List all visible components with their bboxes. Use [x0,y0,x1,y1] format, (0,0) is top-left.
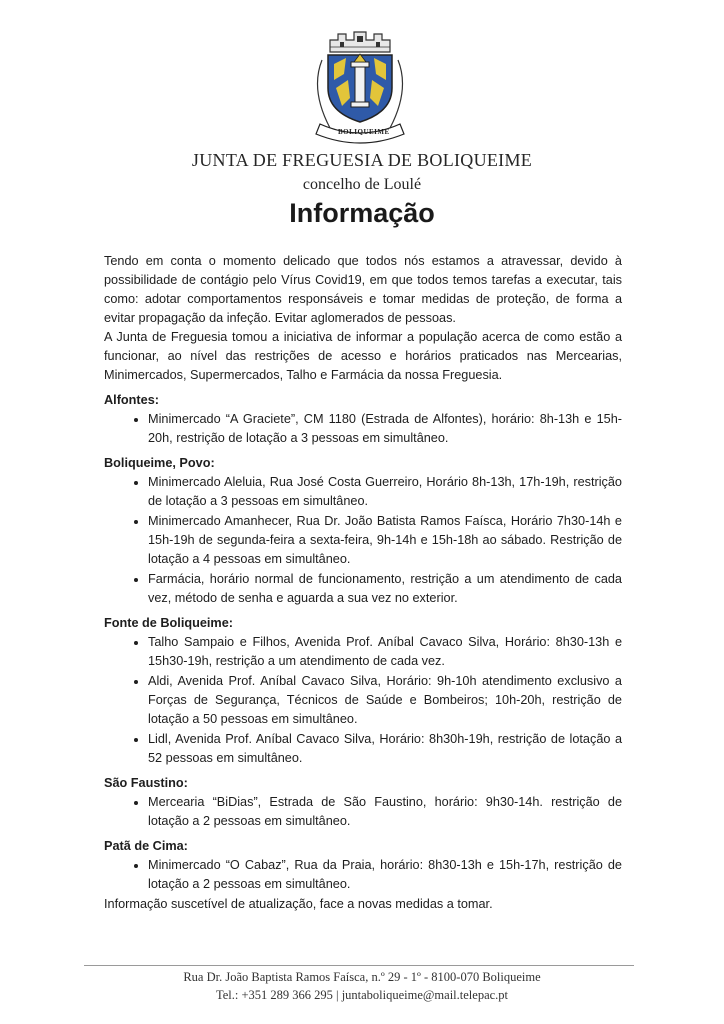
intro-paragraph: A Junta de Freguesia tomou a iniciativa de informar a população acerca de como estão a funcionar, ao nível das restrições de acesso e horários praticados nas Mercearias, Minimercados, Supermercados, Talho e Farmácia da nossa Freguesia. [104,330,622,382]
crest-ribbon-text: BOLIQUEIME [338,128,390,136]
list-item: • Minimercado “A Graciete”, CM 1180 (Estrada de Alfontes), horário: 8h-13h e 15h-20h, restrição de lotação a 3 pessoas em simultâneo. [148,410,622,448]
section-list-pata-de-cima [104,856,622,894]
section-list-boliqueime-povo [104,473,622,608]
footer-email: juntaboliqueime@mail.telepac.pt [341,988,509,1002]
section-heading-alfontes: Alfontes: [104,393,159,407]
section-list-fonte-de-boliqueime [104,633,622,768]
footer-contact [0,988,724,1003]
section-list-alfontes [104,410,622,448]
list-item: • Minimercado Aleluia, Rua José Costa Guerreiro, Horário 8h-13h, 17h-19h, restrição de lotação a 3 pessoas em simultâneo. [148,473,622,511]
list-item: • Minimercado Amanhecer, Rua Dr. João Batista Ramos Faísca, Horário 7h30-14h e 15h-19h de segunda-feira a sexta-feira, 9h-14h e 15h-18h ao sábado. Restrição de lotação a 4 pessoas em simultâneo. [148,512,622,569]
document-title: Informação [289,198,435,228]
boliqueime-coat-of-arms-icon [300,20,420,150]
footer-separator: | [336,988,339,1002]
section-heading-pata-de-cima: Patã de Cima: [104,839,188,853]
intro-paragraph: Tendo em conta o momento delicado que todos nós estamos a atravessar, devido à possibilidade de contágio pelo Vírus Covid19, em que todos temos tarefas a executar, tais como: adotar comportamentos responsáveis e tomar medidas de proteção, de forma a evitar propagação da infeção. Evitar aglomerados de pessoas. [104,254,622,325]
list-item: • Talho Sampaio e Filhos, Avenida Prof. Aníbal Cavaco Silva, Horário: 8h30-13h e 15h30-19h, restrição a um atendimento de cada vez. [148,633,622,671]
section-heading-fonte-de-boliqueime: Fonte de Boliqueime: [104,616,233,630]
footer-tel-label: Tel.: [215,988,239,1002]
footer-divider [84,965,634,966]
list-item: • Farmácia, horário normal de funcionamento, restrição a um atendimento de cada vez, método de senha e aguarda a sua vez no exterior. [148,570,622,608]
organization-name: JUNTA DE FREGUESIA DE BOLIQUEIME [191,150,533,170]
section-heading-boliqueime-povo: Boliqueime, Povo: [104,456,215,470]
document-body [104,252,622,914]
organization-subtitle: concelho de Loulé [302,176,422,193]
list-item: • Aldi, Avenida Prof. Aníbal Cavaco Silva, Horário: 9h-10h atendimento exclusivo a Forças de Segurança, Técnicos de Saúde e Bombeiros; 10h-20h, restrição de lotação a 50 pessoas em simultâneo. [148,672,622,729]
list-item: • Lidl, Avenida Prof. Aníbal Cavaco Silva, Horário: 8h30h-19h, restrição de lotação a 52 pessoas em simultâneo. [148,730,622,768]
list-item: • Mercearia “BiDias”, Estrada de São Faustino, horário: 9h30-14h. restrição de lotação a 2 pessoas em simultâneo. [148,793,622,831]
section-list-sao-faustino [104,793,622,831]
footer-phone: +351 289 366 295 [241,988,333,1002]
footer-address: Rua Dr. João Baptista Ramos Faísca, n.º 29 - 1º - 8100-070 Boliqueime [183,970,541,984]
section-heading-sao-faustino: São Faustino: [104,776,188,790]
closing-note: Informação suscetível de atualização, face a novas medidas a tomar. [104,897,493,911]
list-item: • Minimercado “O Cabaz”, Rua da Praia, horário: 8h30-13h e 15h-17h, restrição de lotação a 2 pessoas em simultâneo. [148,856,622,894]
